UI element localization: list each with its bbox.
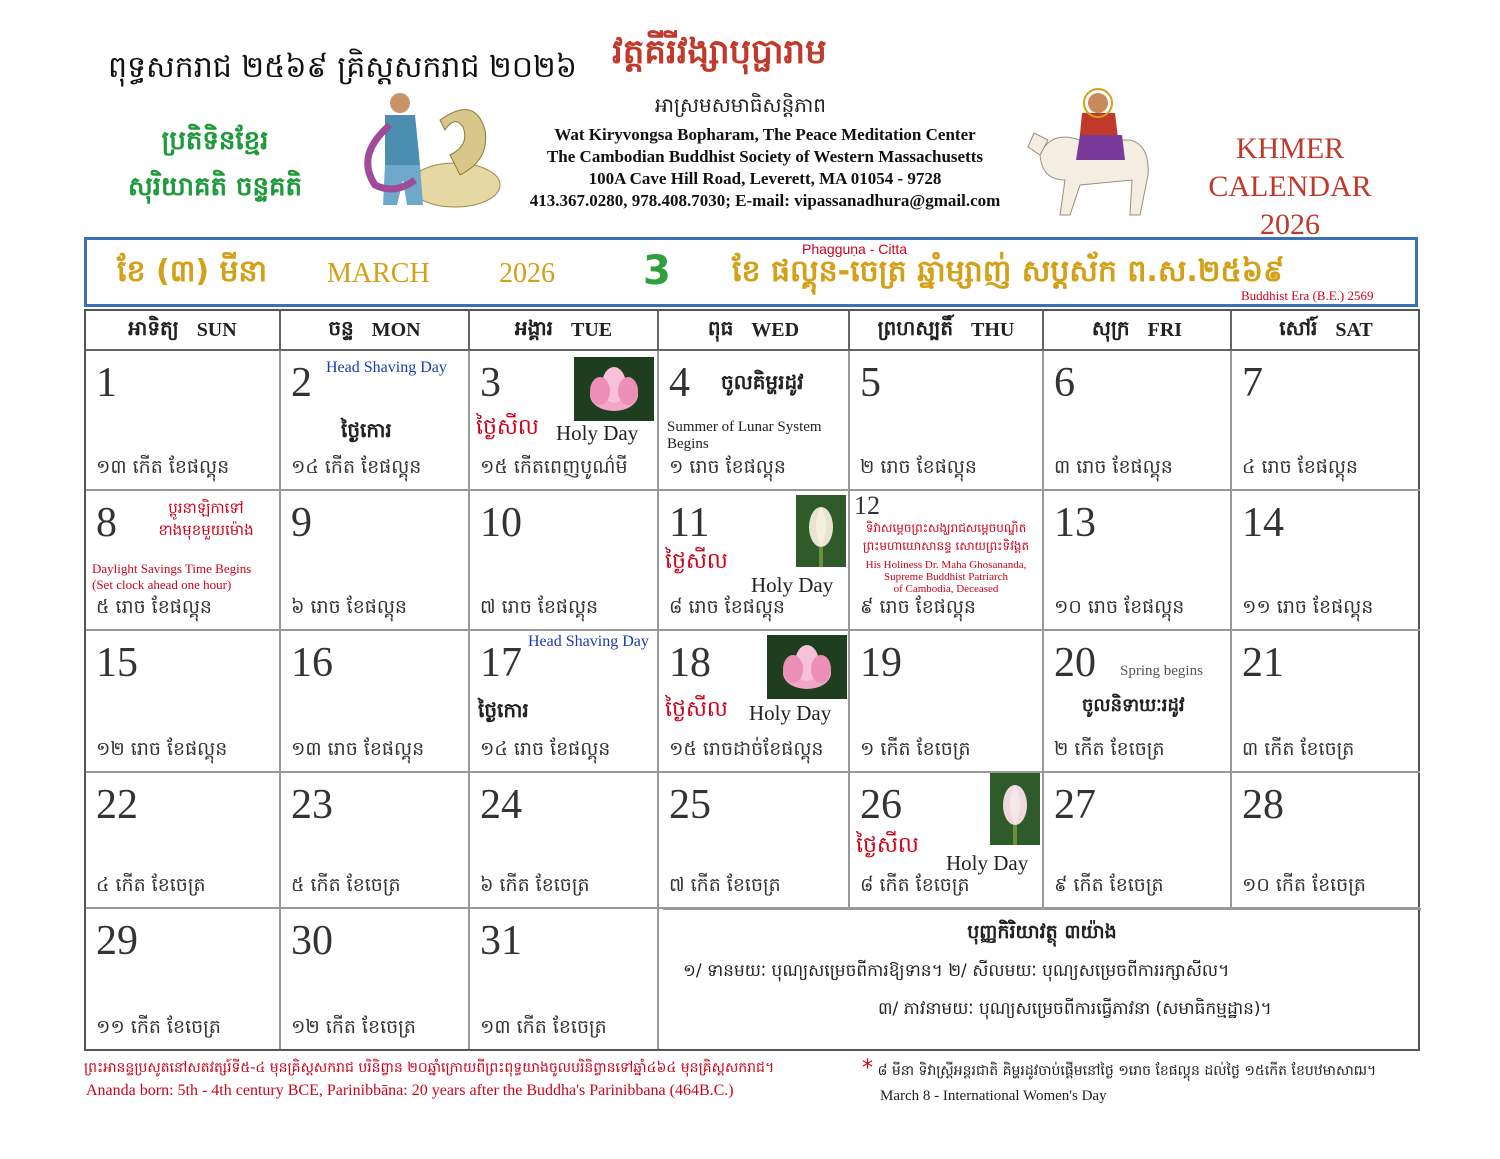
lunar-date: ៤ រោច ខែផល្គុន — [1242, 456, 1358, 478]
day-number: 25 — [669, 782, 711, 828]
address-block — [495, 124, 1035, 212]
lunar-date: ១០ រោច ខែផល្គុន — [1054, 596, 1185, 618]
holy-day-label: Holy Day — [751, 573, 834, 597]
asterisk-marker: * — [862, 1056, 873, 1081]
weekday-kh: ពុធ — [707, 316, 734, 340]
weekday-header-row — [86, 311, 1418, 351]
tradition-line: សុរិយាគតិ ចន្ទគតិ — [127, 172, 303, 202]
day-number: 11 — [669, 500, 710, 546]
spring-begins-en: Spring begins — [1120, 663, 1203, 679]
lunar-date: ១៣ កើត ខែចេត្រ — [480, 1016, 607, 1038]
day-cell-18[interactable] — [659, 631, 850, 773]
day-number: 4 — [669, 360, 690, 406]
month-name-kh: ខែ (៣) មីនា — [117, 254, 268, 289]
precept-day-kh: ថ្ងៃសីល — [665, 549, 728, 574]
tradition-line: ប្រតិទិនខ្មែរ — [161, 126, 269, 156]
day-cell-3[interactable] — [470, 351, 659, 491]
lunar-date: ៩ រោច ខែផល្គុន — [860, 596, 976, 618]
lunar-date: ១ កើត ខែចេត្រ — [860, 738, 971, 760]
ananda-note-kh: ព្រះអានន្ទប្រសូតនៅសតវត្សរ៍ទី៥-៤ មុនគ្រិស្តសករាជ បរិនិព្វាន ២០ឆ្នាំក្រោយពីព្រះពុទ្ធយាងចូលបរិនិព្វានទៅឆ្នាំ៤៦៤ មុនគ្រិស្តសករាជ។ — [84, 1060, 775, 1076]
weekday-en: TUE — [570, 318, 613, 341]
lotus-bud-image — [796, 495, 846, 567]
month-banner — [84, 237, 1418, 307]
weekday-en: MON — [371, 318, 421, 341]
weekday-thu — [850, 311, 1044, 351]
day-cell-16[interactable] — [281, 631, 470, 773]
dst-note-kh-line: ប្តូរនាឡិកាទៅ — [168, 499, 244, 517]
holy-day-label: Holy Day — [749, 701, 832, 725]
day-number: 22 — [96, 782, 138, 828]
day-number: 9 — [291, 500, 312, 546]
day-number: 26 — [860, 782, 902, 828]
day-number: 30 — [291, 918, 333, 964]
spring-begins-kh: ចូលនិទាឃៈរដូវ — [1082, 695, 1185, 716]
era-line: ពុទ្ធសករាជ ២៥៦៩ គ្រិស្តសករាជ ២០២៦ — [108, 50, 577, 85]
man-with-naga-illustration — [345, 85, 505, 225]
retreat-name-kh: អាស្រមសមាធិសន្តិភាព — [655, 93, 826, 117]
day-cell-19[interactable] — [850, 631, 1044, 773]
ananda-note-en: Ananda born: 5th - 4th century BCE, Parinibbāna: 20 years after the Buddha's Parinibbana (464B.C.) — [86, 1082, 734, 1099]
summer-begins-kh: ចូលគិម្ហរដូវ — [721, 370, 804, 394]
weekday-sat — [1232, 311, 1420, 351]
lunar-date: ៣ កើត ខែចេត្រ — [1242, 738, 1355, 760]
day-cell-8[interactable] — [86, 491, 281, 631]
summer-season-kh: គិម្ហរដូវចាប់ផ្តើមនៅថ្ងៃ ១រោច ខែផល្គុន ដល់ថ្ងៃ ១៥កើត ខែបឋមាសាឍ។ — [1002, 1063, 1377, 1079]
summer-begins-en: Summer of Lunar System Begins — [667, 419, 822, 452]
day-number: 29 — [96, 918, 138, 964]
day-number: 17 — [480, 640, 522, 686]
day-number: 21 — [1242, 640, 1284, 686]
lunar-date: ៨ រោច ខែផល្គុន — [669, 596, 785, 618]
precept-day-kh: ថ្ងៃសីល — [665, 697, 728, 722]
weekday-en: FRI — [1147, 318, 1183, 341]
day-number: 14 — [1242, 500, 1284, 546]
weekday-en: SAT — [1335, 318, 1373, 341]
weekday-kh: អាទិត្យ — [128, 316, 179, 340]
day-cell-5[interactable] — [850, 351, 1044, 491]
day-number: 10 — [480, 500, 522, 546]
weekday-kh: អង្គារ — [514, 316, 553, 340]
day-cell-11[interactable] — [659, 491, 850, 631]
lunar-date: ២ រោច ខែផល្គុន — [860, 456, 977, 478]
dst-note-kh-line: ខាងមុខមួយម៉ោង — [158, 521, 254, 539]
weekday-en: WED — [751, 318, 800, 341]
day-cell-2[interactable] — [281, 351, 470, 491]
lunar-date: ៥ រោច ខែផល្គុន — [96, 596, 212, 618]
lunar-date: ១៤ រោច ខែផល្គុន — [480, 738, 611, 760]
lunar-date: ៩ កើត ខែចេត្រ — [1054, 874, 1164, 896]
goddess-on-horse-illustration — [1020, 85, 1170, 225]
holy-day-label: Holy Day — [946, 851, 1029, 875]
memorial-note-kh-line: ព្រះមហាឃោសានន្ទ សោយព្រះទិវង្គត — [862, 539, 1030, 553]
dst-note-en-line: Daylight Savings Time Begins — [92, 561, 252, 576]
dst-note-en-line: (Set clock ahead one hour) — [92, 577, 232, 592]
season-note — [862, 1056, 1376, 1082]
day-cell-12[interactable] — [850, 491, 1044, 631]
day-cell-29[interactable] — [86, 909, 281, 1049]
head-shaving-day-label: Head Shaving Day — [528, 633, 649, 650]
merit-line: ៣/ ភាវនាមយៈ បុណ្យសម្រេចពីការធ្វើភាវនា (សមាធិកម្មដ្ឋាន)។ — [878, 999, 1272, 1019]
day-number: 20 — [1054, 640, 1096, 686]
day-cell-30[interactable] — [281, 909, 470, 1049]
day-cell-24[interactable] — [470, 773, 659, 909]
memorial-note-en-line: Supreme Buddhist Patriarch — [883, 571, 1009, 583]
weekday-kh: សុក្រ — [1091, 316, 1130, 340]
day-cell-20[interactable] — [1044, 631, 1232, 773]
calendar-year: 2026 — [1260, 208, 1320, 241]
lunar-date: ១៣ កើត ខែផល្គុន — [96, 456, 230, 478]
day-cell-10[interactable] — [470, 491, 659, 631]
memorial-note-kh — [852, 519, 1040, 555]
lunar-date: ១២ កើត ខែចេត្រ — [291, 1016, 416, 1038]
pink-lotus-image — [767, 635, 847, 699]
lunar-date: ១២ រោច ខែផល្គុន — [96, 738, 228, 760]
day-cell-27[interactable] — [1044, 773, 1232, 909]
contact-line: 413.367.0280, 978.408.7030; E-mail: vipassanadhura@gmail.com — [529, 191, 1001, 210]
day-number: 2 — [291, 360, 312, 406]
head-shaving-day-label: Head Shaving Day — [326, 359, 447, 376]
dst-note-en — [92, 561, 251, 593]
weekday-en: SUN — [196, 318, 237, 341]
merit-section — [663, 908, 1421, 1051]
day-cell-1[interactable] — [86, 351, 281, 491]
lunar-date: ១ រោច ខែផល្គុន — [669, 456, 786, 478]
precept-day-kh: ថ្ងៃសីល — [476, 415, 539, 440]
month-number: 3 — [643, 248, 671, 294]
day-cell-17[interactable] — [470, 631, 659, 773]
day-cell-14[interactable] — [1232, 491, 1420, 631]
day-number: 28 — [1242, 782, 1284, 828]
calendar-grid — [84, 309, 1420, 1051]
lunar-month-kh: ខែ ផល្គុន-ចេត្រ ឆ្នាំម្សាញ់ សប្តស័ក ព.ស.២៥៦៩ — [732, 254, 1285, 289]
weekday-kh: ព្រហស្បតិ៍ — [877, 316, 954, 340]
day-cell-6[interactable] — [1044, 351, 1232, 491]
day-cell-26[interactable] — [850, 773, 1044, 909]
merit-line: ១/ ទានមយៈ បុណ្យសម្រេចពីការឱ្យទាន។ ២/ សីលមយៈ បុណ្យសម្រេចពីការរក្សាសីល។ — [683, 961, 1230, 981]
holy-day-label: Holy Day — [556, 421, 639, 445]
memorial-note-en-line: of Cambodia, Deceased — [893, 583, 999, 595]
weekday-en: THU — [971, 318, 1015, 341]
address-line: Wat Kiryvongsa Bopharam, The Peace Meditation Center — [554, 125, 976, 144]
day-number: 23 — [291, 782, 333, 828]
calendar-title-text: KHMER CALENDAR — [1208, 132, 1372, 203]
lunar-date: ៣ រោច ខែផល្គុន — [1054, 456, 1173, 478]
day-number: 27 — [1054, 782, 1096, 828]
lunar-date: ១០ កើត ខែចេត្រ — [1242, 874, 1366, 896]
day-number: 6 — [1054, 360, 1075, 406]
shaving-day-kh: ថ្ងៃកោរ — [478, 698, 529, 722]
day-number: 3 — [480, 360, 501, 406]
day-cell-22[interactable] — [86, 773, 281, 909]
weekday-fri — [1044, 311, 1232, 351]
dst-note-kh — [136, 497, 276, 541]
address-line: 100A Cave Hill Road, Leverett, MA 01054 - 9728 — [588, 169, 942, 188]
weekday-sun — [86, 311, 281, 351]
day-number: 31 — [480, 918, 522, 964]
womens-day-en: March 8 - International Women's Day — [880, 1088, 1107, 1104]
day-cell-15[interactable] — [86, 631, 281, 773]
pink-lotus-image — [574, 357, 654, 421]
day-cell-9[interactable] — [281, 491, 470, 631]
temple-name-kh: វត្តគីរីវង្សាបុប្ផារាម — [612, 32, 827, 72]
day-cell-28[interactable] — [1232, 773, 1420, 909]
month-name-en: MARCH — [327, 258, 430, 289]
day-cell-7[interactable] — [1232, 351, 1420, 491]
day-number: 15 — [96, 640, 138, 686]
merit-title: បុញ្ញកិរិយាវត្ថុ ៣យ៉ាង — [967, 921, 1117, 943]
address-line: The Cambodian Buddhist Society of Western Massachusetts — [546, 147, 984, 166]
weekday-tue — [470, 311, 659, 351]
lunar-date: ៥ កើត ខែចេត្រ — [291, 874, 401, 896]
shaving-day-kh: ថ្ងៃកោរ — [341, 418, 392, 442]
day-number: 24 — [480, 782, 522, 828]
day-number: 12 — [854, 491, 880, 520]
lunar-date: ៦ កើត ខែចេត្រ — [480, 874, 590, 896]
weekday-kh: សៅរ៍ — [1279, 316, 1318, 340]
memorial-note-en-line: His Holiness Dr. Maha Ghosananda, — [865, 559, 1027, 571]
day-number: 5 — [860, 360, 881, 406]
day-cell-21[interactable] — [1232, 631, 1420, 773]
weekday-wed — [659, 311, 850, 351]
day-cell-25[interactable] — [659, 773, 850, 909]
lunar-date: ១១ កើត ខែចេត្រ — [96, 1016, 221, 1038]
lunar-date: ១៣ រោច ខែផល្គុន — [291, 738, 425, 760]
lunar-date: ២ កើត ខែចេត្រ — [1054, 738, 1165, 760]
day-number: 8 — [96, 500, 117, 546]
day-cell-4[interactable] — [659, 351, 850, 491]
lunar-date: ១៥ រោចដាច់ខែផល្គុន — [669, 738, 824, 760]
calendar-title — [1170, 130, 1410, 244]
memorial-note-kh-line: ទិវាសម្តេចព្រះសង្ឃរាជសម្តេចបណ្ឌិត — [865, 521, 1027, 535]
weekday-mon — [281, 311, 470, 351]
day-cell-31[interactable] — [470, 909, 659, 1049]
day-number: 16 — [291, 640, 333, 686]
day-number: 13 — [1054, 500, 1096, 546]
day-number: 18 — [669, 640, 711, 686]
lunar-date: ១៥ កើតពេញបូណ៌មី — [480, 456, 628, 478]
day-cell-13[interactable] — [1044, 491, 1232, 631]
womens-day-kh: ៨ មីនា ទិវាស្ត្រីអន្តរជាតិ — [877, 1063, 999, 1079]
banner-year: 2026 — [499, 258, 555, 289]
day-cell-23[interactable] — [281, 773, 470, 909]
lunar-month-pali: Phagguṇa - Citta — [802, 241, 908, 257]
lunar-date: ៨ កើត ខែចេត្រ — [860, 874, 970, 896]
buddhist-era: Buddhist Era (B.E.) 2569 — [1241, 288, 1374, 303]
lunar-date: ៤ កើត ខែចេត្រ — [96, 874, 206, 896]
memorial-note-en — [852, 559, 1040, 595]
lunar-date: ៧ កើត ខែចេត្រ — [669, 874, 781, 896]
lunar-date: ១៤ កើត ខែផល្គុន — [291, 456, 422, 478]
weekday-kh: ចន្ទ — [328, 316, 354, 340]
lunar-date: ៧ រោច ខែផល្គុន — [480, 596, 599, 618]
day-number: 1 — [96, 360, 117, 406]
day-number: 7 — [1242, 360, 1263, 406]
lunar-date: ១១ រោច ខែផល្គុន — [1242, 596, 1374, 618]
lunar-date: ៦ រោច ខែផល្គុន — [291, 596, 407, 618]
day-number: 19 — [860, 640, 902, 686]
tradition-label — [100, 118, 330, 210]
lotus-bud-image — [990, 773, 1040, 845]
precept-day-kh: ថ្ងៃសីល — [856, 833, 919, 858]
